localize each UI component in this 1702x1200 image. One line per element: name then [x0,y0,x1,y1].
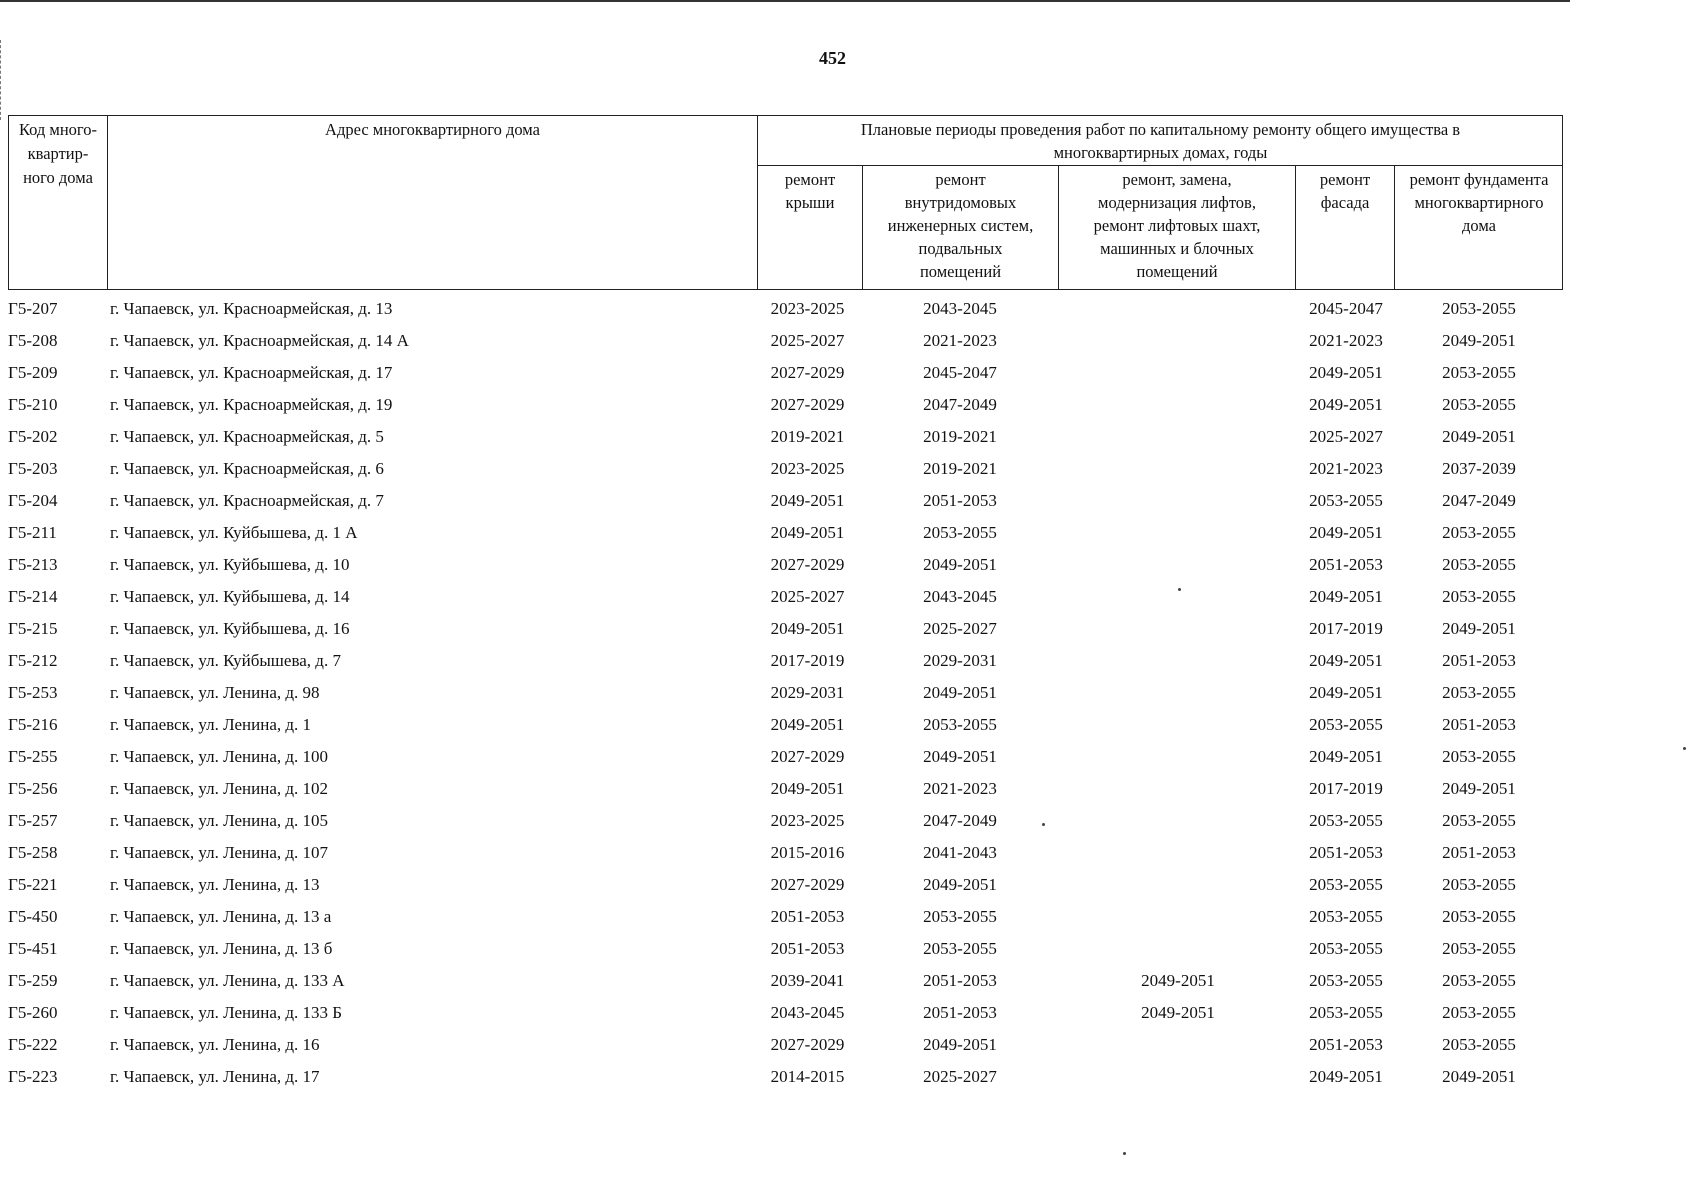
foundation-period: 2037-2039 [1442,459,1516,478]
roof-period: 2049-2051 [770,523,845,542]
house-address: г. Чапаевск, ул. Красноармейская, д. 6 [110,459,384,478]
house-address: г. Чапаевск, ул. Красноармейская, д. 13 [110,299,393,318]
foundation-period: 2051-2053 [1442,651,1516,670]
header-code [9,118,107,190]
table-row [0,613,1702,645]
foundation-period: 2053-2055 [1442,587,1516,606]
foundation-period: 2049-2051 [1442,1067,1516,1086]
facade-period: 2051-2053 [1309,1035,1383,1054]
house-address: г. Чапаевск, ул. Куйбышева, д. 14 [110,587,350,606]
house-address: г. Чапаевск, ул. Ленина, д. 1 [110,715,312,734]
engineering-period: 2019-2021 [923,459,997,478]
house-code: Г5-255 [8,747,58,766]
foundation-period: 2053-2055 [1442,555,1516,574]
house-address: г. Чапаевск, ул. Ленина, д. 100 [110,747,329,766]
foundation-period: 2053-2055 [1442,1003,1516,1022]
house-code: Г5-214 [8,587,58,606]
header-group-line: многоквартирных домах, годы [1053,143,1268,162]
header-engineering-line: внутридомовых [904,193,1017,212]
table-row [0,453,1702,485]
header-lifts [1059,168,1295,283]
roof-period: 2027-2029 [770,555,845,574]
engineering-period: 2049-2051 [923,747,997,766]
roof-period: 2051-2053 [770,939,845,958]
roof-period: 2023-2025 [770,299,845,318]
header-periods-group [758,118,1563,164]
foundation-period: 2053-2055 [1442,395,1516,414]
house-address: г. Чапаевск, ул. Красноармейская, д. 14 А [110,331,409,350]
house-address: г. Чапаевск, ул. Ленина, д. 16 [110,1035,320,1054]
header-group-line: Плановые периоды проведения работ по капитальному ремонту общего имущества в [860,120,1461,139]
table-row [0,965,1702,997]
facade-period: 2053-2055 [1309,939,1383,958]
table-row [0,389,1702,421]
roof-period: 2051-2053 [770,907,845,926]
house-address: г. Чапаевск, ул. Красноармейская, д. 17 [110,363,393,382]
foundation-period: 2053-2055 [1442,811,1516,830]
house-address: г. Чапаевск, ул. Ленина, д. 13 [110,875,320,894]
table-row [0,421,1702,453]
house-address: г. Чапаевск, ул. Ленина, д. 17 [110,1067,320,1086]
facade-period: 2049-2051 [1309,683,1383,702]
roof-period: 2039-2041 [770,971,845,990]
table-row [0,677,1702,709]
facade-period: 2053-2055 [1309,715,1383,734]
header-divider [107,115,108,290]
lifts-period: 2049-2051 [1141,971,1215,990]
header-roof-line: ремонт [784,170,836,189]
table-row [0,837,1702,869]
house-code: Г5-209 [8,363,58,382]
house-code: Г5-257 [8,811,58,830]
header-facade-line: фасада [1320,193,1370,212]
facade-period: 2053-2055 [1309,907,1383,926]
engineering-period: 2021-2023 [923,779,997,798]
roof-period: 2015-2016 [770,843,845,862]
header-code-line: квартир- [27,144,89,163]
header-foundation-line: дома [1462,216,1496,235]
header-divider [757,165,1563,166]
house-address: г. Чапаевск, ул. Ленина, д. 107 [110,843,329,862]
engineering-period: 2049-2051 [923,1035,997,1054]
house-address: г. Чапаевск, ул. Куйбышева, д. 7 [110,651,341,670]
foundation-period: 2053-2055 [1442,971,1516,990]
facade-period: 2049-2051 [1309,747,1383,766]
roof-period: 2049-2051 [770,491,845,510]
house-address: г. Чапаевск, ул. Красноармейская, д. 7 [110,491,384,510]
scan-speck [1178,588,1181,591]
scan-speck [1123,1152,1126,1155]
foundation-period: 2053-2055 [1442,1035,1516,1054]
roof-period: 2049-2051 [770,779,845,798]
lifts-period: 2049-2051 [1141,1003,1215,1022]
foundation-period: 2049-2051 [1442,331,1516,350]
foundation-period: 2049-2051 [1442,427,1516,446]
facade-period: 2053-2055 [1309,971,1383,990]
header-lifts-line: модернизация лифтов, [1098,193,1256,212]
roof-period: 2027-2029 [770,395,845,414]
facade-period: 2053-2055 [1309,491,1383,510]
table-row [0,517,1702,549]
table-row [0,325,1702,357]
roof-period: 2017-2019 [770,651,845,670]
top-border-line [0,0,1570,2]
facade-period: 2017-2019 [1309,619,1383,638]
house-code: Г5-253 [8,683,58,702]
table-row [0,997,1702,1029]
engineering-period: 2019-2021 [923,427,997,446]
house-code: Г5-216 [8,715,58,734]
house-code: Г5-210 [8,395,58,414]
house-code: Г5-256 [8,779,58,798]
facade-period: 2051-2053 [1309,555,1383,574]
house-code: Г5-258 [8,843,58,862]
house-address: г. Чапаевск, ул. Ленина, д. 13 б [110,939,333,958]
foundation-period: 2053-2055 [1442,907,1516,926]
engineering-period: 2045-2047 [923,363,997,382]
house-address: г. Чапаевск, ул. Ленина, д. 133 Б [110,1003,343,1022]
house-code: Г5-215 [8,619,58,638]
roof-period: 2027-2029 [770,747,845,766]
foundation-period: 2047-2049 [1442,491,1516,510]
foundation-period: 2051-2053 [1442,715,1516,734]
table-row [0,293,1702,325]
roof-period: 2027-2029 [770,1035,845,1054]
engineering-period: 2049-2051 [923,555,997,574]
table-row [0,933,1702,965]
header-roof-line: крыши [785,193,835,212]
house-address: г. Чапаевск, ул. Куйбышева, д. 16 [110,619,350,638]
facade-period: 2045-2047 [1309,299,1383,318]
house-code: Г5-222 [8,1035,58,1054]
house-code: Г5-260 [8,1003,58,1022]
house-address: г. Чапаевск, ул. Ленина, д. 98 [110,683,320,702]
engineering-period: 2047-2049 [923,811,997,830]
table-row [0,1061,1702,1093]
engineering-period: 2021-2023 [923,331,997,350]
engineering-period: 2053-2055 [923,939,997,958]
house-code: Г5-221 [8,875,58,894]
engineering-period: 2049-2051 [923,875,997,894]
foundation-period: 2049-2051 [1442,779,1516,798]
header-engineering [863,168,1058,283]
table-row [0,869,1702,901]
facade-period: 2049-2051 [1309,1067,1383,1086]
header-engineering-line: подвальных [918,239,1003,258]
roof-period: 2049-2051 [770,619,845,638]
facade-period: 2053-2055 [1309,875,1383,894]
roof-period: 2049-2051 [770,715,845,734]
house-code: Г5-208 [8,331,58,350]
roof-period: 2025-2027 [770,331,845,350]
header-facade-line: ремонт [1319,170,1371,189]
facade-period: 2021-2023 [1309,331,1383,350]
header-code-line: Код много- [18,120,98,139]
house-code: Г5-259 [8,971,58,990]
facade-period: 2053-2055 [1309,1003,1383,1022]
house-address: г. Чапаевск, ул. Ленина, д. 13 а [110,907,332,926]
facade-period: 2017-2019 [1309,779,1383,798]
table-row [0,1029,1702,1061]
facade-period: 2051-2053 [1309,843,1383,862]
house-address: г. Чапаевск, ул. Красноармейская, д. 5 [110,427,384,446]
house-address: г. Чапаевск, ул. Ленина, д. 102 [110,779,329,798]
foundation-period: 2053-2055 [1442,875,1516,894]
house-address: г. Чапаевск, ул. Красноармейская, д. 19 [110,395,393,414]
scan-speck [1042,823,1045,826]
header-lifts-line: машинных и блочных [1100,239,1254,258]
engineering-period: 2025-2027 [923,1067,997,1086]
foundation-period: 2053-2055 [1442,363,1516,382]
house-address: г. Чапаевск, ул. Куйбышева, д. 1 А [110,523,358,542]
house-code: Г5-451 [8,939,58,958]
facade-period: 2049-2051 [1309,587,1383,606]
roof-period: 2043-2045 [770,1003,845,1022]
facade-period: 2053-2055 [1309,811,1383,830]
foundation-period: 2053-2055 [1442,683,1516,702]
table-row [0,709,1702,741]
foundation-period: 2053-2055 [1442,299,1516,318]
house-address: г. Чапаевск, ул. Ленина, д. 105 [110,811,329,830]
header-engineering-line: ремонт [935,170,986,189]
engineering-period: 2051-2053 [923,1003,997,1022]
engineering-period: 2053-2055 [923,715,997,734]
foundation-period: 2049-2051 [1442,619,1516,638]
house-code: Г5-203 [8,459,58,478]
engineering-period: 2053-2055 [923,907,997,926]
engineering-period: 2043-2045 [923,299,997,318]
foundation-period: 2051-2053 [1442,843,1516,862]
engineering-period: 2049-2051 [923,683,997,702]
engineering-period: 2053-2055 [923,523,997,542]
header-address: Адрес многоквартирного дома [325,120,540,139]
header-facade [1296,168,1394,214]
roof-period: 2025-2027 [770,587,845,606]
roof-period: 2027-2029 [770,875,845,894]
engineering-period: 2051-2053 [923,491,997,510]
foundation-period: 2053-2055 [1442,523,1516,542]
table-row [0,549,1702,581]
facade-period: 2049-2051 [1309,363,1383,382]
facade-period: 2049-2051 [1309,395,1383,414]
engineering-period: 2025-2027 [923,619,997,638]
house-address: г. Чапаевск, ул. Ленина, д. 133 А [110,971,345,990]
facade-period: 2049-2051 [1309,523,1383,542]
facade-period: 2021-2023 [1309,459,1383,478]
house-code: Г5-212 [8,651,58,670]
foundation-period: 2053-2055 [1442,747,1516,766]
header-code-line: ного дома [23,168,93,187]
engineering-period: 2043-2045 [923,587,997,606]
house-code: Г5-211 [8,523,57,542]
table-row [0,357,1702,389]
roof-period: 2027-2029 [770,363,845,382]
scan-speck [1683,747,1686,750]
header-foundation-line: ремонт фундамента [1409,170,1549,189]
header-engineering-line: инженерных систем, [887,216,1034,235]
table-row [0,901,1702,933]
house-code: Г5-450 [8,907,58,926]
header-foundation-line: многоквартирного [1414,193,1544,212]
house-address: г. Чапаевск, ул. Куйбышева, д. 10 [110,555,350,574]
table-row [0,581,1702,613]
page-number: 452 [819,48,846,68]
roof-period: 2019-2021 [770,427,845,446]
header-engineering-line: помещений [919,262,1002,281]
house-code: Г5-204 [8,491,58,510]
facade-period: 2025-2027 [1309,427,1383,446]
table-row [0,485,1702,517]
facade-period: 2049-2051 [1309,651,1383,670]
roof-period: 2023-2025 [770,811,845,830]
engineering-period: 2041-2043 [923,843,997,862]
table-row [0,805,1702,837]
engineering-period: 2029-2031 [923,651,997,670]
engineering-period: 2051-2053 [923,971,997,990]
foundation-period: 2053-2055 [1442,939,1516,958]
engineering-period: 2047-2049 [923,395,997,414]
header-lifts-line: помещений [1136,262,1218,281]
header-lifts-line: ремонт лифтовых шахт, [1093,216,1261,235]
header-lifts-line: ремонт, замена, [1122,170,1232,189]
house-code: Г5-213 [8,555,58,574]
header-foundation [1395,168,1563,237]
table-row [0,741,1702,773]
roof-period: 2014-2015 [770,1067,845,1086]
house-code: Г5-223 [8,1067,58,1086]
house-code: Г5-202 [8,427,58,446]
roof-period: 2029-2031 [770,683,845,702]
roof-period: 2023-2025 [770,459,845,478]
table-row [0,645,1702,677]
table-row [0,773,1702,805]
header-roof [758,168,862,214]
house-code: Г5-207 [8,299,58,318]
